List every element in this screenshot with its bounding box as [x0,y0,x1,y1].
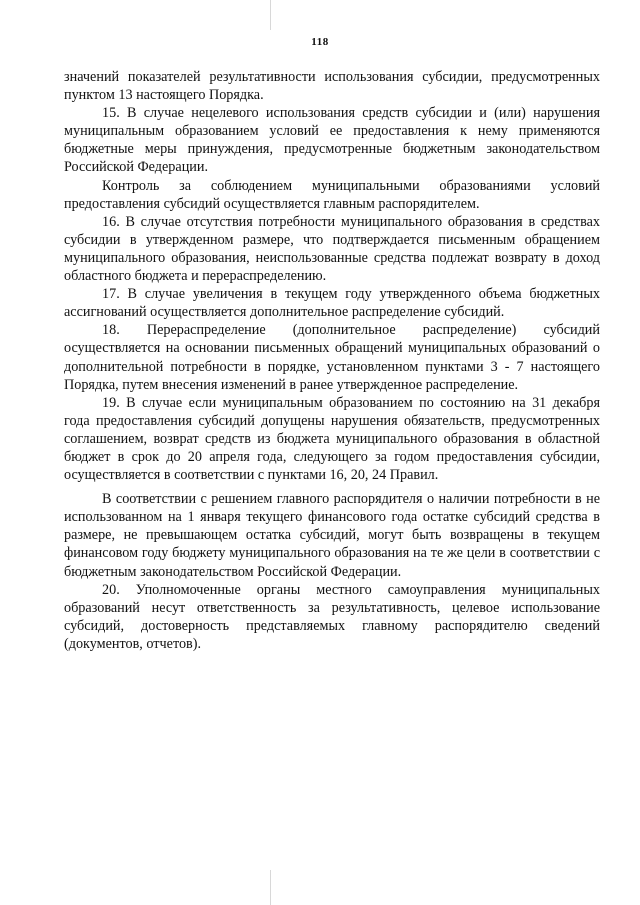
paragraph-control: Контроль за соблюдением муниципальными образованиями условий предоставления субсидий осуществляется главным распорядителем. [64,177,600,212]
page-number: 118 [311,36,329,48]
paragraph-15: 15. В случае нецелевого использования средств субсидии и (или) нарушения муниципальным образованием условий ее предоставления к нему применяются бюджетные меры принуждения, предусмотренные бюджетным законодательством Российской Федерации. [64,105,600,176]
document-body [64,68,600,653]
paragraph-return-funds: В соответствии с решением главного распорядителя о наличии потребности в не использованном на 1 января текущего финансового года остатке субсидий средства в размере, не превышающем остатка субсидий, могут быть возвращены в текущем финансовом году бюджету муниципального образования на те же цели в соответствии с бюджетным законодательством Российской Федерации. [64,491,600,580]
paragraph-17: 17. В случае увеличения в текущем году утвержденного объема бюджетных ассигнований осуществляется дополнительное распределение субсидий. [64,286,600,321]
paragraph-19: 19. В случае если муниципальным образованием по состоянию на 31 декабря года предоставления субсидий допущены нарушения обязательств, предусмотренных соглашением, возврат средств из бюджета муниципального образования в областной бюджет в срок до 20 апреля года, следующего за годом предоставления субсидии, осуществляется в соответствии с пунктами 16, 20, 24 Правил. [64,394,600,484]
paragraph-16: 16. В случае отсутствия потребности муниципального образования в средствах субсидии в утвержденном размере, что подтверждается письменным обращением муниципального образования, неиспользованные средства подлежат возврату в доход областного бюджета и перераспределению. [64,213,600,285]
scan-artifact [270,870,271,905]
scan-artifact [270,0,271,30]
paragraph-20: 20. Уполномоченные органы местного самоуправления муниципальных образований несут ответственность за результативность, целевое использование субсидий, достоверность представляемых главному распорядителю сведений (документов, отчетов). [64,581,600,652]
paragraph-18: 18. Перераспределение (дополнительное распределение) субсидий осуществляется на основании письменных обращений муниципальных образований о дополнительной потребности в порядке, установленном пунктами 3 - 7 настоящего Порядка, путем внесения изменений в ранее утвержденное распределение. [64,322,600,393]
paragraph-continuation: значений показателей результативности использования субсидии, предусмотренных пунктом 13 настоящего Порядка. [64,69,600,104]
